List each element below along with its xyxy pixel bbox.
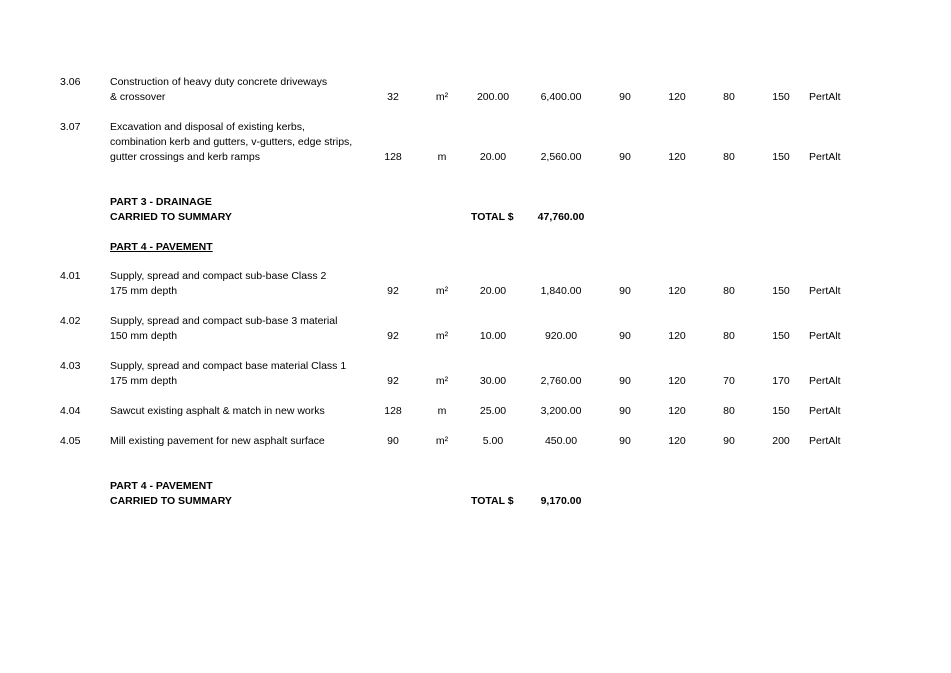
item-number: 4.05 [60,435,81,447]
item-rate: 5.00 [482,435,504,447]
section-heading [0,240,951,255]
item-description-line: 175 mm depth [110,375,178,387]
item-unit: m [437,405,447,417]
item-col-3: 90 [723,435,735,447]
item-description [110,75,327,105]
item-quantity: 92 [387,285,399,297]
item-amount: 2,760.00 [540,375,582,387]
item-unit: m² [435,285,449,297]
item-number: 4.01 [60,270,81,282]
item-rate: 25.00 [479,405,507,417]
item-rate: 20.00 [479,285,507,297]
total-value: 9,170.00 [540,495,582,507]
item-description-line: Supply, spread and compact sub-base Class 2 [110,270,327,282]
item-col-1: 90 [619,91,631,103]
item-col-3: 70 [723,375,735,387]
item-unit: m [437,151,447,163]
item-source: PertAlt [809,285,841,297]
item-col-2: 120 [668,435,686,447]
item-col-3: 80 [723,285,735,297]
item-rate: 20.00 [479,151,507,163]
item-col-1: 90 [619,375,631,387]
item-description-line: Excavation and disposal of existing kerbs, [110,121,305,133]
table-row [0,359,951,389]
item-description [110,359,346,389]
item-col-3: 80 [723,330,735,342]
item-source: PertAlt [809,405,841,417]
item-number: 3.07 [60,121,81,133]
item-number: 4.03 [60,360,81,372]
item-col-1: 90 [619,285,631,297]
item-source: PertAlt [809,330,841,342]
item-col-4: 170 [772,375,790,387]
item-amount: 3,200.00 [540,405,582,417]
item-description [110,404,325,419]
carried-to-summary: CARRIED TO SUMMARY [110,495,232,507]
part-title: PART 4 - PAVEMENT [110,480,213,492]
item-description [110,434,325,449]
item-col-4: 150 [772,285,790,297]
item-col-2: 120 [668,151,686,163]
item-description-line: combination kerb and gutters, v-gutters, edge strips, [110,136,353,148]
item-col-2: 120 [668,91,686,103]
item-quantity: 90 [387,435,399,447]
item-col-4: 200 [772,435,790,447]
item-quantity: 128 [384,405,402,417]
item-col-1: 90 [619,330,631,342]
item-number: 3.06 [60,76,81,88]
item-amount: 450.00 [544,435,578,447]
item-amount: 2,560.00 [540,151,582,163]
item-col-2: 120 [668,405,686,417]
item-col-4: 150 [772,330,790,342]
item-source: PertAlt [809,151,841,163]
item-source: PertAlt [809,435,841,447]
item-description [110,314,337,344]
item-col-1: 90 [619,435,631,447]
table-row [0,314,951,344]
table-row [0,120,951,165]
item-amount: 920.00 [544,330,578,342]
item-unit: m² [435,375,449,387]
item-unit: m² [435,435,449,447]
table-row [0,75,951,105]
item-description-line: 175 mm depth [110,285,178,297]
item-amount: 6,400.00 [540,91,582,103]
item-number: 4.04 [60,405,81,417]
item-col-1: 90 [619,405,631,417]
part-summary [0,195,951,225]
item-number: 4.02 [60,315,81,327]
item-description [110,269,326,299]
part-summary [0,479,951,509]
total-label: TOTAL $ [471,495,514,507]
carried-to-summary: CARRIED TO SUMMARY [110,211,232,223]
item-rate: 10.00 [479,330,507,342]
table-row [0,269,951,299]
item-source: PertAlt [809,375,841,387]
part-title: PART 3 - DRAINAGE [110,196,212,208]
item-col-4: 150 [772,151,790,163]
item-col-3: 80 [723,151,735,163]
item-unit: m² [435,330,449,342]
item-description-line: Supply, spread and compact sub-base 3 material [110,315,338,327]
item-description-line: Construction of heavy duty concrete driveways [110,76,328,88]
item-description-line: Supply, spread and compact base material Class 1 [110,360,347,372]
item-quantity: 92 [387,330,399,342]
item-col-2: 120 [668,285,686,297]
total-value: 47,760.00 [537,211,585,223]
item-quantity: 92 [387,375,399,387]
item-rate: 30.00 [479,375,507,387]
section-title: PART 4 - PAVEMENT [110,241,213,253]
item-amount: 1,840.00 [540,285,582,297]
table-row [0,404,951,419]
item-col-1: 90 [619,151,631,163]
item-description-line: Sawcut existing asphalt & match in new works [110,405,325,417]
item-description-line: & crossover [110,91,166,103]
item-unit: m² [435,91,449,103]
item-col-4: 150 [772,405,790,417]
item-quantity: 128 [384,151,402,163]
item-source: PertAlt [809,91,841,103]
item-col-2: 120 [668,330,686,342]
total-label: TOTAL $ [471,211,514,223]
item-col-2: 120 [668,375,686,387]
item-quantity: 32 [387,91,399,103]
item-description-line: Mill existing pavement for new asphalt surface [110,435,325,447]
item-rate: 200.00 [476,91,510,103]
item-description-line: 150 mm depth [110,330,178,342]
item-description [110,120,352,165]
item-description-line: gutter crossings and kerb ramps [110,151,260,163]
table-row [0,434,951,449]
item-col-4: 150 [772,91,790,103]
item-col-3: 80 [723,91,735,103]
item-col-3: 80 [723,405,735,417]
